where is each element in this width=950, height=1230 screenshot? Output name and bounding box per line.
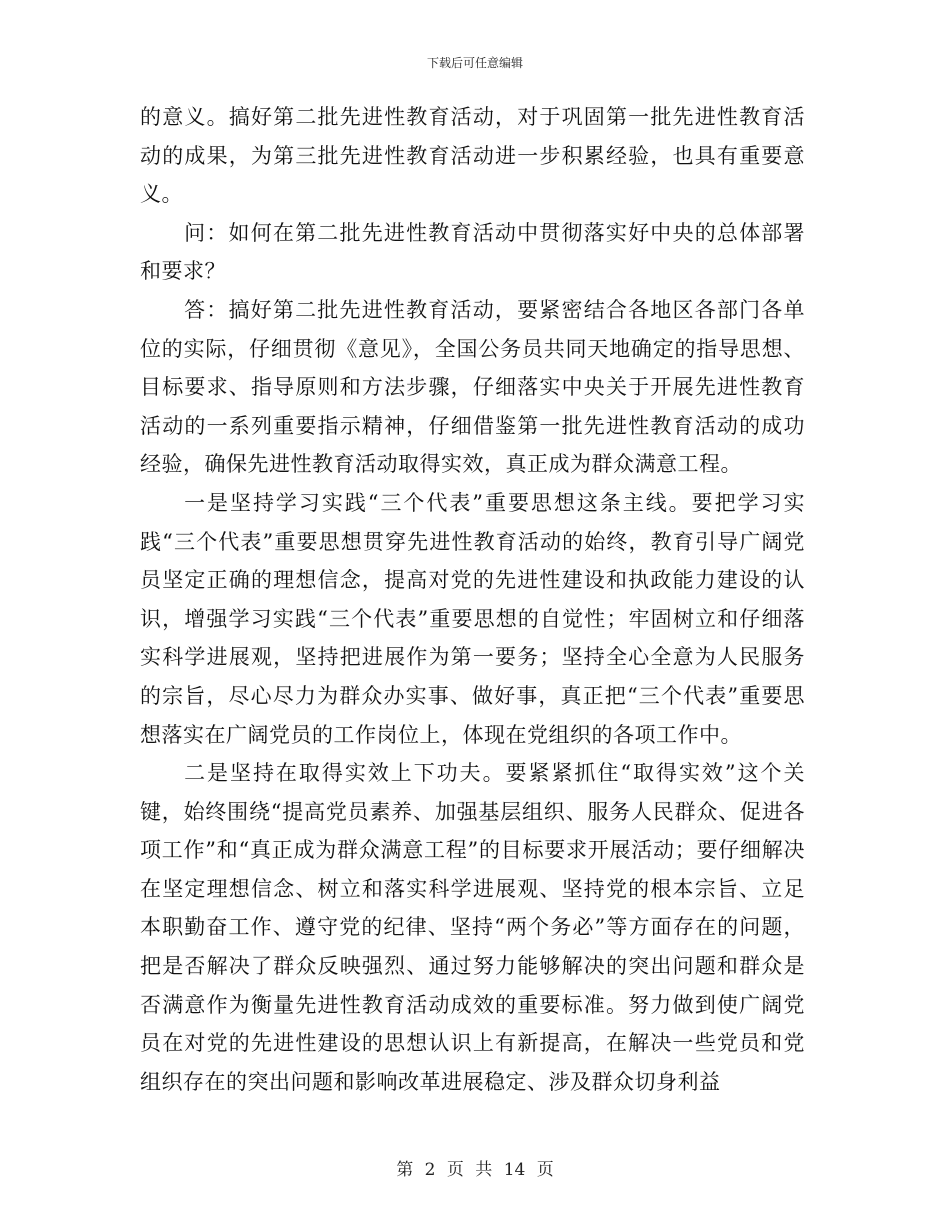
total-label: 共 — [475, 1160, 493, 1180]
paragraph-2: 问：如何在第二批先进性教育活动中贯彻落实好中央的总体部署和要求？ — [140, 220, 805, 284]
document-body — [140, 98, 805, 1101]
paragraph-1: 的意义。搞好第二批先进性教育活动，对于巩固第一批先进性教育活动的成果，为第三批先进性教育活动进一步积累经验，也具有重要意义。 — [140, 105, 805, 207]
current-page-number: 2 — [424, 1160, 436, 1180]
page-header: 下载后可任意编辑 — [426, 56, 523, 70]
paragraph-5: 二是坚持在取得实效上下功夫。要紧紧抓住“取得实效”这个关键，始终围绕“提高党员素养、加强基层组织、服务人民群众、促进各项工作”和“真正成为群众满意工程”的目标要求开展活动；要仔细解决在坚定理想信念、树立和落实科学进展观、坚持党的根本宗旨、立足本职勤奋工作、遵守党的纪律、坚持“两个务必”等方面存在的问题，把是否解决了群众反映强烈、通过努力能够解决的突出问题和群众是否满意作为衡量先进性教育活动成效的重要标准。努力做到使广阔党员在对党的先进性建设的思想认识上有新提高，在解决一些党员和党组织存在的突出问题和影响改革进展稳定、涉及群众切身利益 — [140, 761, 805, 1094]
paragraph-4: 一是坚持学习实践“三个代表”重要思想这条主线。要把学习实践“三个代表”重要思想贯穿先进性教育活动的始终，教育引导广阔党员坚定正确的理想信念，提高对党的先进性建设和执政能力建设的认识，增强学习实践“三个代表”重要思想的自觉性；牢固树立和仔细落实科学进展观，坚持把进展作为第一要务；坚持全心全意为人民服务的宗旨，尽心尽力为群众办实事、做好事，真正把“三个代表”重要思想落实在广阔党员的工作岗位上，体现在党组织的各项工作中。 — [140, 490, 805, 747]
page-label-prefix: 第 — [396, 1160, 414, 1180]
total-pages-number: 14 — [503, 1160, 526, 1180]
page-label-suffix: 页 — [536, 1160, 554, 1180]
page-footer — [0, 1155, 950, 1180]
page-label-mid: 页 — [446, 1160, 464, 1180]
paragraph-3: 答：搞好第二批先进性教育活动，要紧密结合各地区各部门各单位的实际，仔细贯彻《意见》，全国公务员共同天地确定的指导思想、目标要求、指导原则和方法步骤，仔细落实中央关于开展先进性教育活动的一系列重要指示精神，仔细借鉴第一批先进性教育活动的成功经验，确保先进性教育活动取得实效，真正成为群众满意工程。 — [140, 297, 805, 477]
